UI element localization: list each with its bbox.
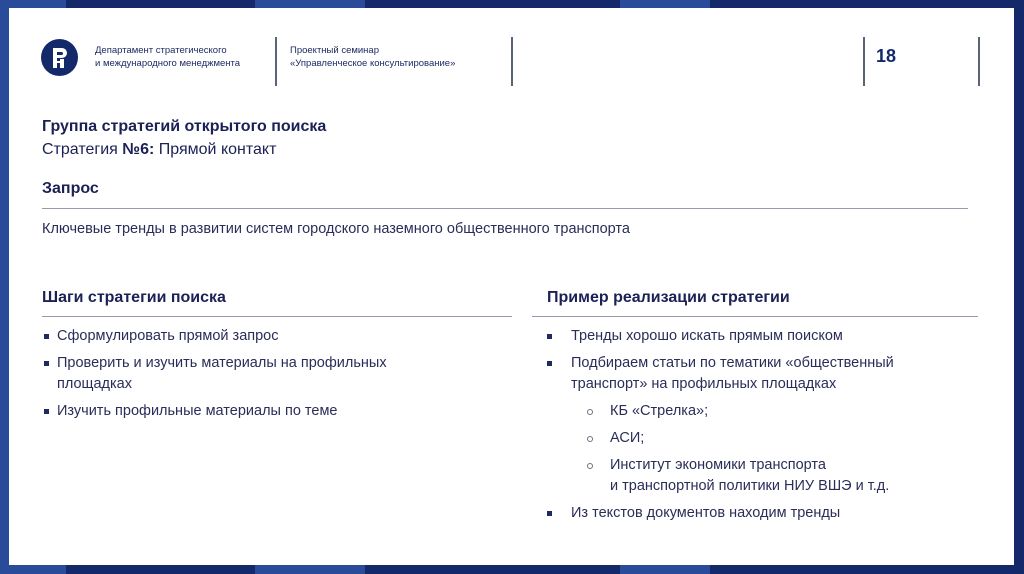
- sub-list-item: [547, 428, 987, 449]
- square-bullet-icon: [547, 511, 552, 516]
- strategy-prefix: Стратегия: [42, 141, 123, 158]
- department-line-2: и международного менеджмента: [95, 58, 241, 69]
- list-item: [547, 353, 987, 395]
- square-bullet-icon: [547, 361, 552, 366]
- slide: [9, 8, 1014, 565]
- request-text: Ключевые тренды в развитии систем городского наземного общественного транспорта: [42, 221, 630, 237]
- square-bullet-icon: [44, 361, 49, 366]
- header-divider: [863, 37, 865, 86]
- example-heading: Пример реализации стратегии: [547, 289, 790, 306]
- seminar-label: [290, 44, 455, 70]
- list-item-text: площадках: [57, 376, 132, 392]
- list-item: [547, 503, 987, 524]
- strategy-number: №6:: [122, 141, 155, 158]
- header-divider: [511, 37, 513, 86]
- steps-heading: Шаги стратегии поиска: [42, 289, 226, 306]
- list-item-text: Подбираем статьи по тематики «общественный: [571, 355, 894, 371]
- page-number: 18: [876, 46, 897, 66]
- circle-bullet-icon: [587, 463, 593, 469]
- list-item: [42, 326, 512, 347]
- header-divider: [275, 37, 277, 86]
- list-item-text: и транспортной политики НИУ ВШЭ и т.д.: [610, 478, 890, 494]
- list-item-text: Институт экономики транспорта: [610, 457, 826, 473]
- list-item: [547, 326, 987, 347]
- example-list: [547, 326, 987, 530]
- circle-bullet-icon: [587, 436, 593, 442]
- list-item-text: транспорт» на профильных площадках: [571, 376, 837, 392]
- list-item-text: Сформулировать прямой запрос: [57, 328, 279, 344]
- divider: [42, 208, 968, 209]
- list-item-text: Проверить и изучить материалы на профильных: [57, 355, 387, 371]
- divider: [532, 316, 978, 317]
- strategy-title: [42, 141, 276, 159]
- square-bullet-icon: [44, 409, 49, 414]
- list-item-text: КБ «Стрелка»;: [610, 403, 709, 419]
- steps-list: [42, 326, 512, 428]
- department-label: [95, 44, 240, 70]
- list-item: [42, 401, 512, 422]
- list-item-text: Изучить профильные материалы по теме: [57, 403, 338, 419]
- hse-logo-icon: [41, 39, 78, 76]
- sub-list-item: [547, 401, 987, 422]
- list-item-text: Тренды хорошо искать прямым поиском: [571, 328, 843, 344]
- sub-list-item: [547, 455, 987, 497]
- department-line-1: Департамент стратегического: [95, 45, 227, 56]
- strategy-name: Прямой контакт: [154, 141, 277, 158]
- header-divider: [978, 37, 980, 86]
- seminar-line-1: Проектный семинар: [290, 45, 379, 56]
- seminar-line-2: «Управленческое консультирование»: [290, 58, 456, 69]
- circle-bullet-icon: [587, 409, 593, 415]
- divider: [42, 316, 512, 317]
- square-bullet-icon: [547, 334, 552, 339]
- request-heading: Запрос: [42, 180, 99, 197]
- list-item-text: Из текстов документов находим тренды: [571, 505, 841, 521]
- square-bullet-icon: [44, 334, 49, 339]
- list-item: [42, 353, 512, 395]
- group-title: Группа стратегий открытого поиска: [42, 118, 327, 135]
- list-item-text: АСИ;: [610, 430, 645, 446]
